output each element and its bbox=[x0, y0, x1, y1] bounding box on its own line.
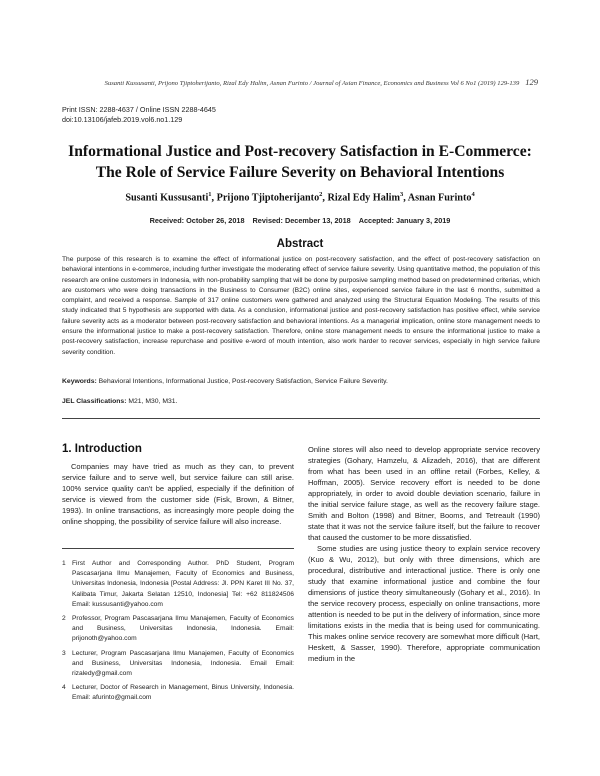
author-affiliation-mark: 2 bbox=[319, 191, 323, 198]
footnote-number: 2 bbox=[62, 615, 66, 623]
author-separator: , bbox=[211, 192, 217, 204]
accepted-date: Accepted: January 3, 2019 bbox=[358, 216, 451, 225]
received-date: Received: October 26, 2018 bbox=[149, 216, 245, 225]
author-separator: , bbox=[403, 192, 408, 204]
revised-date: Revised: December 13, 2018 bbox=[252, 216, 351, 225]
keywords bbox=[62, 378, 540, 385]
footnote bbox=[62, 614, 294, 645]
jel-label: JEL Classifications: bbox=[62, 398, 127, 405]
paper-title bbox=[40, 141, 560, 183]
running-header-text: Susanti Kussusanti, Prijono Tjiptoherijanto, Rizal Edy Halim, Asnan Furinto / Journal of Asian Finance, Economics and Business Vol 6 No1 (2019) 129-139 bbox=[104, 80, 520, 87]
author-name: Susanti Kussusanti bbox=[125, 192, 209, 204]
author-name: Rizal Edy Halim bbox=[327, 192, 400, 204]
keywords-label: Keywords: bbox=[62, 378, 97, 385]
footnote-divider bbox=[62, 548, 294, 549]
section-heading: 1. Introduction bbox=[62, 443, 142, 455]
jel-text: M21, M30, M31. bbox=[128, 398, 178, 405]
right-column-body bbox=[308, 444, 540, 664]
body-paragraph: Companies may have tried as much as they can, to prevent service failure and to serve well, but service failure can still arise. 100% service quality can't be applied, especially if the definition of service is viewed from the customer side (Fisk, Brown, & Bitner, 1993). In online transactions, as increasingly more people doing the online shopping, the possibility of service failure will also increase. bbox=[62, 462, 294, 526]
abstract-heading: Abstract bbox=[276, 238, 324, 250]
author-list bbox=[40, 191, 560, 203]
issn-line: Print ISSN: 2288-4637 / Online ISSN 2288-4645 bbox=[62, 105, 216, 114]
page-number: 129 bbox=[525, 77, 538, 87]
body-paragraph: Some studies are using justice theory to explain service recovery (Kuo & Wu, 2012), but only with three dimensions, which are procedural, distributive and interactional justice. There is only one study that examine informational justice and combine the four dimensions of justice theory simultaneously (Gohary et al., 2016). In the service recovery process, especially on online transactions, more attention is needed to be put in the delivery of information, since more limitations exists in the media that is being used for communicating. This makes online service recovery are somewhat more difficult (Hart, Heskett, & Sasser, 1990). Therefore, appropriate communication medium in the bbox=[308, 544, 540, 663]
footnote bbox=[62, 649, 294, 680]
author-name: Asnan Furinto bbox=[407, 192, 472, 204]
footnote bbox=[62, 559, 294, 610]
jel-classifications bbox=[62, 398, 540, 405]
author-affiliation-mark: 4 bbox=[471, 191, 475, 198]
footnote-number: 4 bbox=[62, 684, 66, 692]
title-line-1: Informational Justice and Post-recovery Satisfaction in E-Commerce: bbox=[68, 143, 532, 160]
footnote-text: First Author and Corresponding Author. PhD Student, Program Pascasarjana Ilmu Manajemen, Faculty of Economics and Business, Universitas Indonesia, Indonesia [Postal Address: Jl. PPN Karet III No. 37, Kalibata Timur, Jakarta Selatan 12510, Indonesia] Tel: +62 811824506 Email: kussusanti@yahoo.com bbox=[72, 560, 294, 608]
body-paragraph: Online stores will also need to develop appropriate service recovery strategies (Gohary, Hamzelu, & Alizadeh, 2016), that are different from what has been used in an offline retail (Forbes, Kelley, & Hoffman, 2005). Service recovery effort is needed to be done appropriately, in order to avoid double deviation scenario, failure in the initial service failure stage, as well as the recovery failure stage. Smith and Bolton (1998) and Bitner, Booms, and Tetreault (1990) state that it was not the service failure itself, but the failure to recover that caused the customer to be more dissatisfied. bbox=[308, 445, 540, 542]
left-column-body bbox=[62, 461, 294, 527]
footnote-text: Lecturer, Doctor of Research in Management, Binus University, Indonesia. Email: afurinto@gmail.com bbox=[72, 684, 294, 702]
section-divider bbox=[62, 418, 540, 419]
article-identifiers bbox=[62, 105, 216, 125]
article-dates bbox=[40, 216, 560, 225]
author-affiliation-mark: 1 bbox=[208, 191, 212, 198]
running-header bbox=[60, 77, 538, 87]
footnote-number: 3 bbox=[62, 649, 66, 657]
footnote-number: 1 bbox=[62, 560, 66, 567]
keywords-text: Behavioral Intentions, Informational Justice, Post-recovery Satisfaction, Service Failure Severity. bbox=[98, 378, 388, 385]
author-separator: , bbox=[322, 192, 328, 204]
doi-line: doi:10.13106/jafeb.2019.vol6.no1.129 bbox=[62, 115, 183, 124]
author-name: Prijono Tjiptoherijanto bbox=[216, 192, 320, 204]
abstract-text: The purpose of this research is to examine the effect of informational justice on post-recovery satisfaction, and the effect of post-recovery satisfaction on behavioral intentions in e-commerce, including further investigate the moderating effect of service failure severity. Using quantitative method, the population of this research are online customers in Indonesia, with non-probability sampling that will be done by purposive sampling method based on predetermined criterias, which are customers who were doing transactions in the Business to Consumer (B2C) online sites, experienced service failure in the last 6 months, submitted a complaint, and received a response. Sample of 317 online customers were gathered and analyzed using the Structural Equation Modeling. The results of this study indicated that 5 hypothesis are supported with data. As a conclusion, informational justice and post-recovery satisfaction has positive effect, while service failure severity acts as a moderator between post-recovery satisfaction and behavioral intentions. As a managerial implication, online store management needs to ensure the informational justice to make a post-recovery satisfaction. Therefore, online store management needs to ensure the informational justice to make a post-recovery satisfaction, increase repurchase and positive e-word of mouth intention, also work harder to recover services, especially in high service failure severity condition. bbox=[62, 256, 540, 356]
footnote-text: Professor, Program Pascasarjana Ilmu Manajemen, Faculty of Economics and Business, Universitas Indonesia, Indonesia. Email: prijonoth@yahoo.com bbox=[72, 615, 294, 643]
footnote bbox=[62, 683, 294, 703]
author-affiliation-mark: 3 bbox=[399, 191, 404, 198]
title-line-2: The Role of Service Failure Severity on Behavioral Intentions bbox=[95, 164, 505, 181]
footnotes bbox=[62, 559, 294, 708]
footnote-text: Lecturer, Program Pascasarjana Ilmu Manajemen, Faculty of Economics and Business, Universitas Indonesia, Indonesia. Email Email: rizaledy@gmail.com bbox=[72, 649, 294, 678]
